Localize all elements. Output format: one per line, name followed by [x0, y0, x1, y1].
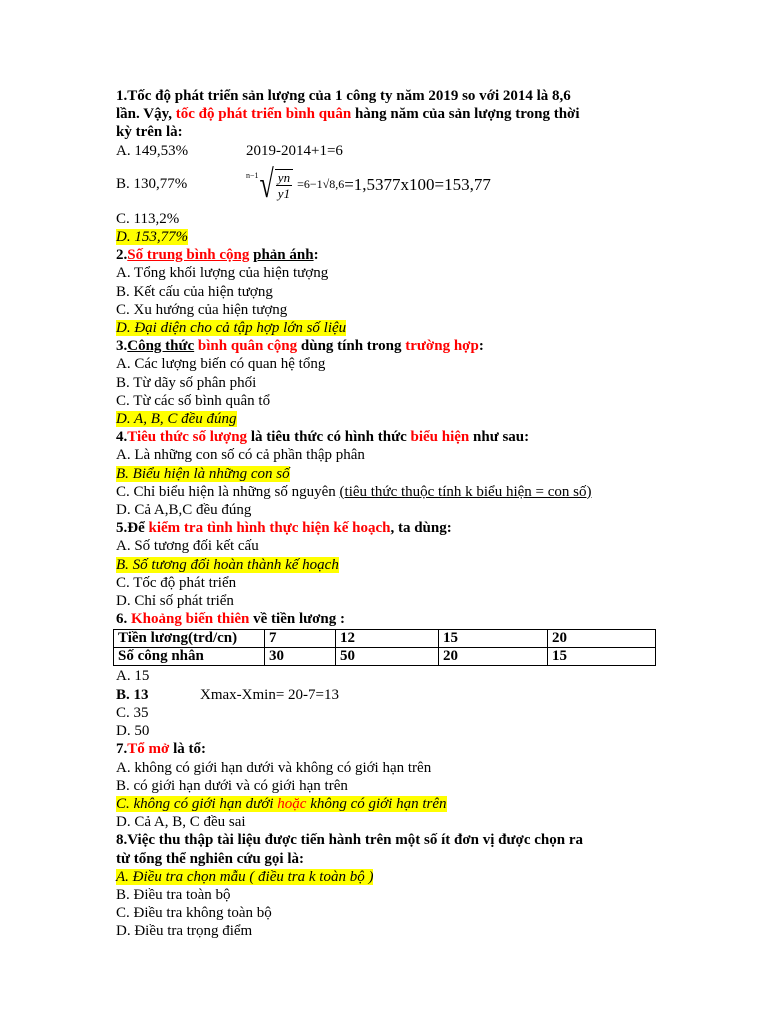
option-8c: C. Điều tra không toàn bộ: [116, 905, 272, 922]
option-6a: A. 15: [116, 668, 150, 685]
option-7c-keyword: hoặc: [277, 795, 307, 812]
question-2: [116, 246, 656, 337]
table-row: [114, 648, 656, 666]
question-5-number: 5.Để: [116, 520, 149, 537]
question-6-text: về tiền lương :: [249, 611, 346, 628]
question-2-stem: [116, 246, 656, 264]
option-1a: [116, 142, 656, 160]
question-3-text: Công thức: [127, 338, 195, 355]
question-6-keyword: Khoảng biến thiên: [131, 611, 250, 628]
salary-table: [113, 629, 656, 666]
table-cell: 7: [265, 630, 336, 648]
question-7-number: 7.: [116, 741, 128, 758]
table-cell: Số công nhân: [114, 648, 265, 666]
option-7b: B. có giới hạn dưới và có giới hạn trên: [116, 777, 348, 794]
option-6c: C. 35: [116, 704, 149, 721]
table-cell: 12: [336, 630, 439, 648]
table-row: [114, 630, 656, 648]
question-1-line-3: kỳ trên là:: [116, 124, 183, 141]
question-4-keyword: Tiêu thức số lượng: [127, 429, 248, 446]
question-4-stem: [116, 428, 656, 446]
question-1-text: lần. Vậy,: [116, 106, 176, 123]
question-5: [116, 519, 656, 610]
option-4c: [116, 483, 656, 501]
option-5b: [116, 556, 656, 574]
option-7c-text-end: không có giới hạn trên: [306, 795, 447, 812]
option-5d: D. Chỉ số phát triển: [116, 593, 234, 610]
option-8a: [116, 868, 656, 886]
option-4d: D. Cả A,B,C đều đúng: [116, 502, 252, 519]
question-3-colon: :: [478, 338, 484, 355]
question-3-text-mid: dùng tính trong: [297, 338, 406, 355]
formula-root-value: =6−1√8,6: [297, 177, 345, 192]
option-1d-answer: D. 153,77%: [116, 229, 189, 246]
table-cell: 15: [439, 630, 548, 648]
question-8-line-2: từ tổng thể nghiên cứu gọi là:: [116, 850, 305, 867]
question-3-keyword: bình quân cộng: [197, 338, 298, 355]
question-4-number: 4.: [116, 429, 128, 446]
question-2-number: 2.: [116, 247, 128, 264]
option-3d: [116, 410, 656, 428]
table-cell: 30: [265, 648, 336, 666]
option-3d-answer: D. A, B, C đều đúng: [116, 411, 237, 428]
question-5-stem: [116, 519, 656, 537]
question-4-text: là tiêu thức có hình thức: [247, 429, 411, 446]
question-4: [116, 428, 656, 519]
option-1a-text: A. 149,53%: [116, 142, 189, 159]
question-3: [116, 337, 656, 428]
option-4c-text: C. Chỉ biểu hiện là những số nguyên: [116, 483, 340, 500]
fraction-denominator: y1: [277, 185, 291, 201]
question-1-keyword: tốc độ phát triển bình quân: [175, 106, 352, 123]
radical-sign: √: [259, 162, 274, 206]
question-6-number: 6.: [116, 611, 131, 628]
question-3-number: 3.: [116, 338, 128, 355]
question-7: [116, 740, 656, 831]
option-3b: B. Từ dãy số phân phối: [116, 374, 257, 391]
question-1-line-2: [116, 105, 656, 123]
option-8d: D. Điều tra trọng điểm: [116, 923, 253, 940]
question-6: [116, 610, 656, 740]
option-6b-note: Xmax-Xmin= 20-7=13: [200, 686, 339, 703]
question-2-text: phản ánh: [253, 247, 314, 264]
option-1b: [116, 160, 656, 210]
option-7a: A. không có giới hạn dưới và không có giới hạn trên: [116, 759, 432, 776]
table-cell: 20: [548, 630, 656, 648]
question-7-text: là tổ:: [169, 741, 206, 758]
option-2c: C. Xu hướng của hiện tượng: [116, 301, 288, 318]
formula-result: =1,5377x100=153,77: [344, 174, 491, 194]
option-5c: C. Tốc độ phát triển: [116, 574, 237, 591]
note-years: 2019-2014+1=6: [246, 142, 343, 159]
root-index: n−1: [246, 171, 259, 181]
question-3-keyword-2: trường hợp: [405, 338, 479, 355]
table-cell: 50: [336, 648, 439, 666]
option-5a: A. Số tương đối kết cấu: [116, 538, 259, 555]
question-1-text-end: hàng năm của sản lượng trong thời: [351, 106, 580, 123]
question-8: [116, 831, 656, 940]
question-3-stem: [116, 337, 656, 355]
question-7-stem: [116, 740, 656, 758]
table-cell: Tiền lương(trd/cn): [114, 630, 265, 648]
option-6b-answer: B. 13: [116, 686, 149, 703]
option-4b: [116, 465, 656, 483]
option-1b-text: B. 130,77%: [116, 176, 188, 193]
fraction-numerator: yn: [277, 169, 291, 185]
question-6-stem: [116, 610, 656, 628]
option-4b-answer: B. Biểu hiện là những con số: [116, 465, 290, 482]
table-cell: 20: [439, 648, 548, 666]
option-1d: [116, 228, 656, 246]
question-4-keyword-2: biểu hiện: [410, 429, 470, 446]
question-2-colon: :: [313, 247, 319, 264]
option-2d-answer: D. Đại diện cho cả tập hợp lớn số liệu: [116, 320, 347, 337]
option-7c-answer: [116, 796, 447, 812]
option-5b-answer: B. Số tương đối hoàn thành kế hoạch: [116, 556, 339, 573]
option-4c-note: (tiêu thức thuộc tính k biểu hiện = con số): [339, 483, 592, 500]
question-5-text: , ta dùng:: [390, 520, 452, 537]
question-5-keyword: kiểm tra tình hình thực hiện kế hoạch: [148, 520, 391, 537]
option-2b: B. Kết cấu của hiện tượng: [116, 283, 273, 300]
option-8a-answer: A. Điều tra chọn mẫu ( điều tra k toàn bộ ): [116, 868, 374, 885]
option-3c: C. Từ các số bình quân tổ: [116, 392, 271, 409]
option-7d: D. Cả A, B, C đều sai: [116, 814, 246, 831]
root-formula: [246, 162, 491, 206]
option-4a: A. Là những con số có cả phần thập phân: [116, 447, 365, 464]
option-2d: [116, 319, 656, 337]
question-list: [116, 87, 656, 941]
question-2-keyword: Số trung bình cộng: [127, 247, 250, 264]
question-7-keyword: Tổ mở: [127, 741, 170, 758]
option-8b: B. Điều tra toàn bộ: [116, 886, 231, 903]
question-1-line-1: 1.Tốc độ phát triển sản lượng của 1 công ty năm 2019 so với 2014 là 8,6: [116, 88, 571, 104]
fraction: [275, 169, 293, 201]
question-4-text-end: như sau:: [469, 429, 530, 446]
table-cell: 15: [548, 648, 656, 666]
option-3a: A. Các lượng biến có quan hệ tổng: [116, 356, 326, 373]
option-6d: D. 50: [116, 723, 150, 740]
option-1c: C. 113,2%: [116, 210, 180, 227]
option-7c: [116, 795, 656, 813]
option-6b: [116, 686, 656, 704]
question-8-line-1: 8.Việc thu thập tài liệu được tiến hành trên một số ít đơn vị được chọn ra: [116, 832, 583, 849]
option-2a: A. Tổng khối lượng của hiện tượng: [116, 265, 329, 282]
option-7c-text: C. không có giới hạn dưới: [116, 795, 278, 812]
question-1: [116, 87, 656, 246]
